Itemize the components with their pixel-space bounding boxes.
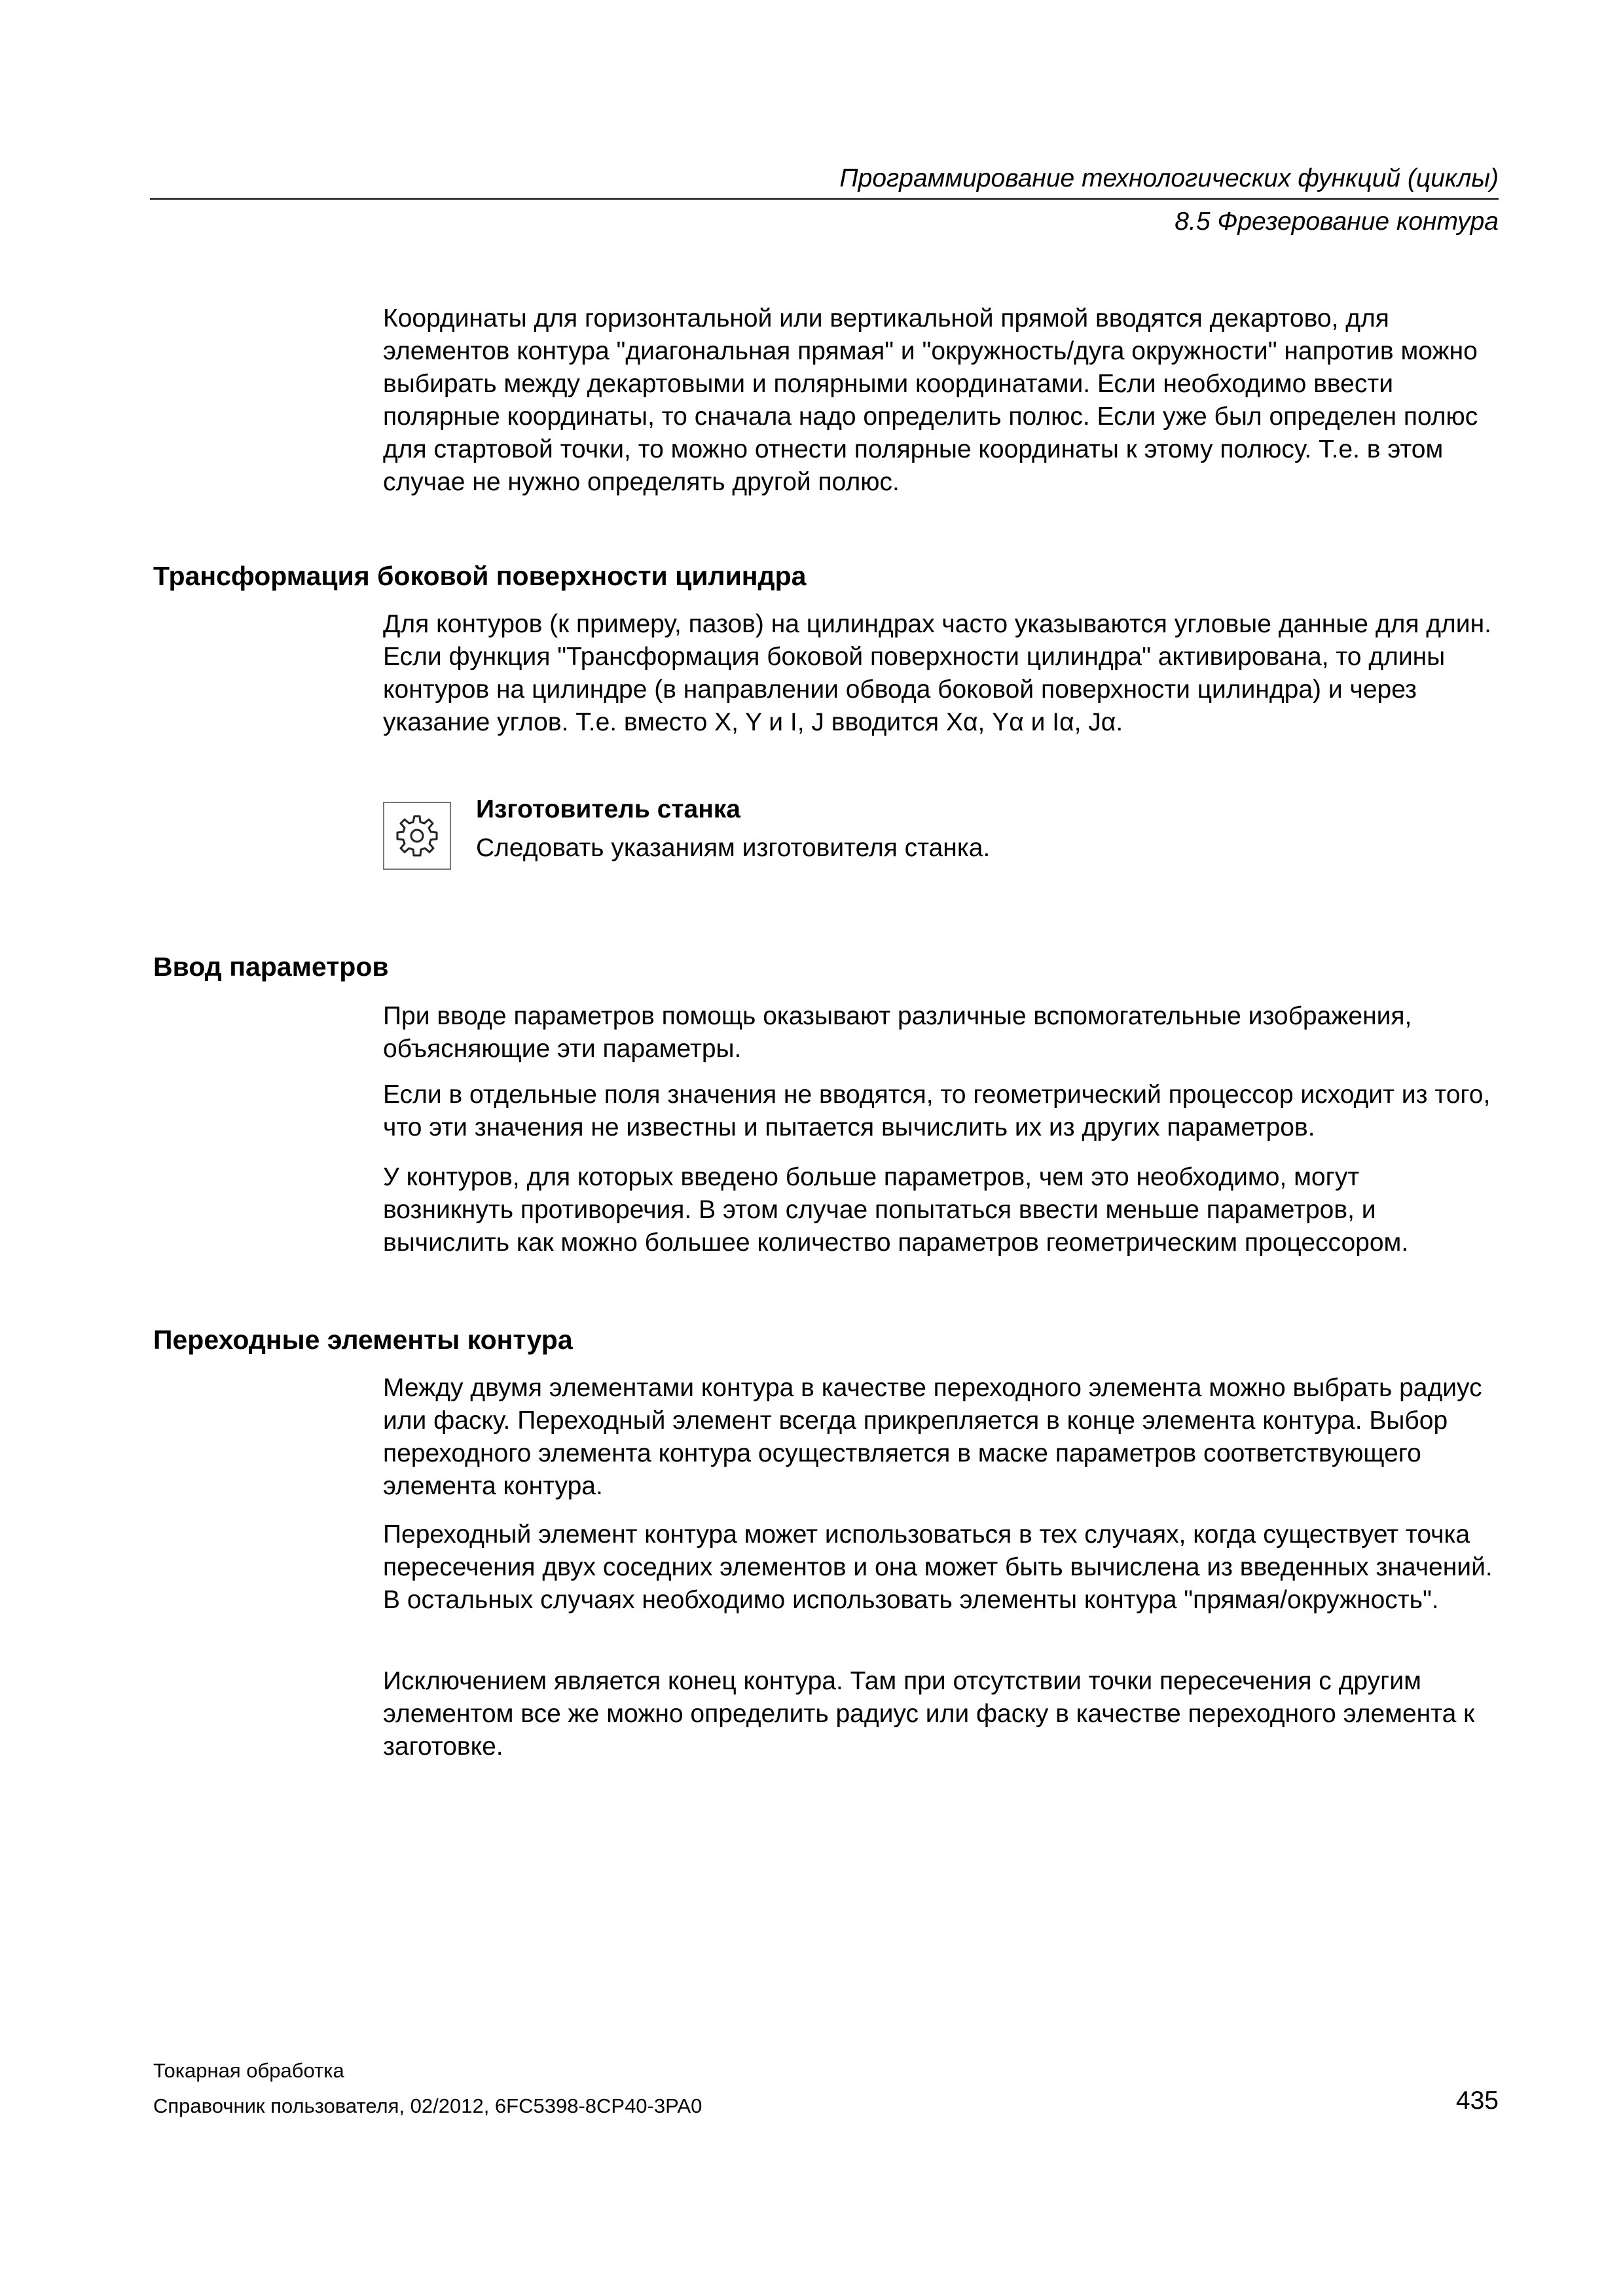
transitions-block bbox=[383, 1372, 1496, 1503]
running-header bbox=[150, 164, 1499, 236]
heading-transition-elements: Переходные элементы контура bbox=[153, 1325, 573, 1355]
transitions-paragraph-2: Переходный элемент контура может использоваться в тех случаях, когда существует точка пересечения двух соседних элементов и она может быть вычислена из введенных значений. В остальных случаях необходимо использовать элементы контура "прямая/окружность". bbox=[383, 1520, 1493, 1614]
params-block-3 bbox=[383, 1161, 1496, 1259]
heading-parameter-input: Ввод параметров bbox=[153, 952, 389, 982]
transitions-paragraph-3: Исключением является конец контура. Там при отсутствии точки пересечения с другим элементом все же можно определить радиус или фаску в качестве переходного элемента к заготовке. bbox=[383, 1667, 1475, 1761]
params-block bbox=[383, 1000, 1496, 1066]
params-paragraph-1: При вводе параметров помощь оказывают различные вспомогательные изображения, объясняющие эти параметры. bbox=[383, 1002, 1412, 1063]
footer-manual-title: Токарная обработка bbox=[153, 2059, 344, 2082]
params-block-2 bbox=[383, 1079, 1496, 1144]
note-text: Следовать указаниям изготовителя станка. bbox=[476, 834, 991, 862]
params-paragraph-3: У контуров, для которых введено больше параметров, чем это необходимо, могут возникнуть противоречия. В этом случае попытаться ввести меньше параметров, и вычислить как можно большее количество параметров геометрическим процессором. bbox=[383, 1163, 1409, 1257]
page-number: 435 bbox=[1455, 2087, 1499, 2115]
footer-manual-info: Справочник пользователя, 02/2012, 6FC5398-8CP40-3PA0 bbox=[153, 2094, 702, 2117]
cylinder-paragraph: Для контуров (к примеру, пазов) на цилиндрах часто указываются угловые данные для длин. Если функция "Трансформация боковой поверхности цилиндра" активирована, то длины контуров на цилиндре (в направлении обвода боковой поверхности цилиндра) и через указание углов. Т.е. вместо X, Y и I, J вводится Xα, Yα и Iα, Jα. bbox=[383, 610, 1491, 736]
cylinder-block bbox=[383, 608, 1496, 739]
gear-icon-graphic bbox=[391, 810, 443, 862]
header-rule bbox=[150, 198, 1499, 200]
transitions-block-3 bbox=[383, 1665, 1496, 1763]
intro-paragraph: Координаты для горизонтальной или вертикальной прямой вводятся декартово, для элементов контура "диагональная прямая" и "окружность/дуга окружности" напротив можно выбирать между декартовыми и полярными координатами. Если необходимо ввести полярные координаты, то сначала надо определить полюс. Если уже был определен полюс для стартовой точки, то можно отнести полярные координаты к этому полюсу. Т.е. в этом случае не нужно определять другой полюс. bbox=[383, 304, 1478, 496]
section-title: 8.5 Фрезерование контура bbox=[1175, 207, 1499, 236]
chapter-title: Программирование технологических функций (циклы) bbox=[839, 164, 1499, 192]
heading-cylinder-transformation: Трансформация боковой поверхности цилиндра bbox=[153, 561, 807, 591]
note-title: Изготовитель станка bbox=[476, 795, 740, 823]
gear-icon bbox=[383, 802, 451, 870]
intro-block bbox=[383, 302, 1496, 499]
transitions-block-2 bbox=[383, 1518, 1496, 1617]
transitions-paragraph-1: Между двумя элементами контура в качестве переходного элемента можно выбрать радиус или фаску. Переходный элемент всегда прикрепляется в конце элемента контура. Выбор переходного элемента контура осуществляется в маске параметров соответствующего элемента контура. bbox=[383, 1374, 1482, 1500]
params-paragraph-2: Если в отдельные поля значения не вводятся, то геометрический процессор исходит из того, что эти значения не известны и пытается вычислить их из других параметров. bbox=[383, 1081, 1491, 1141]
